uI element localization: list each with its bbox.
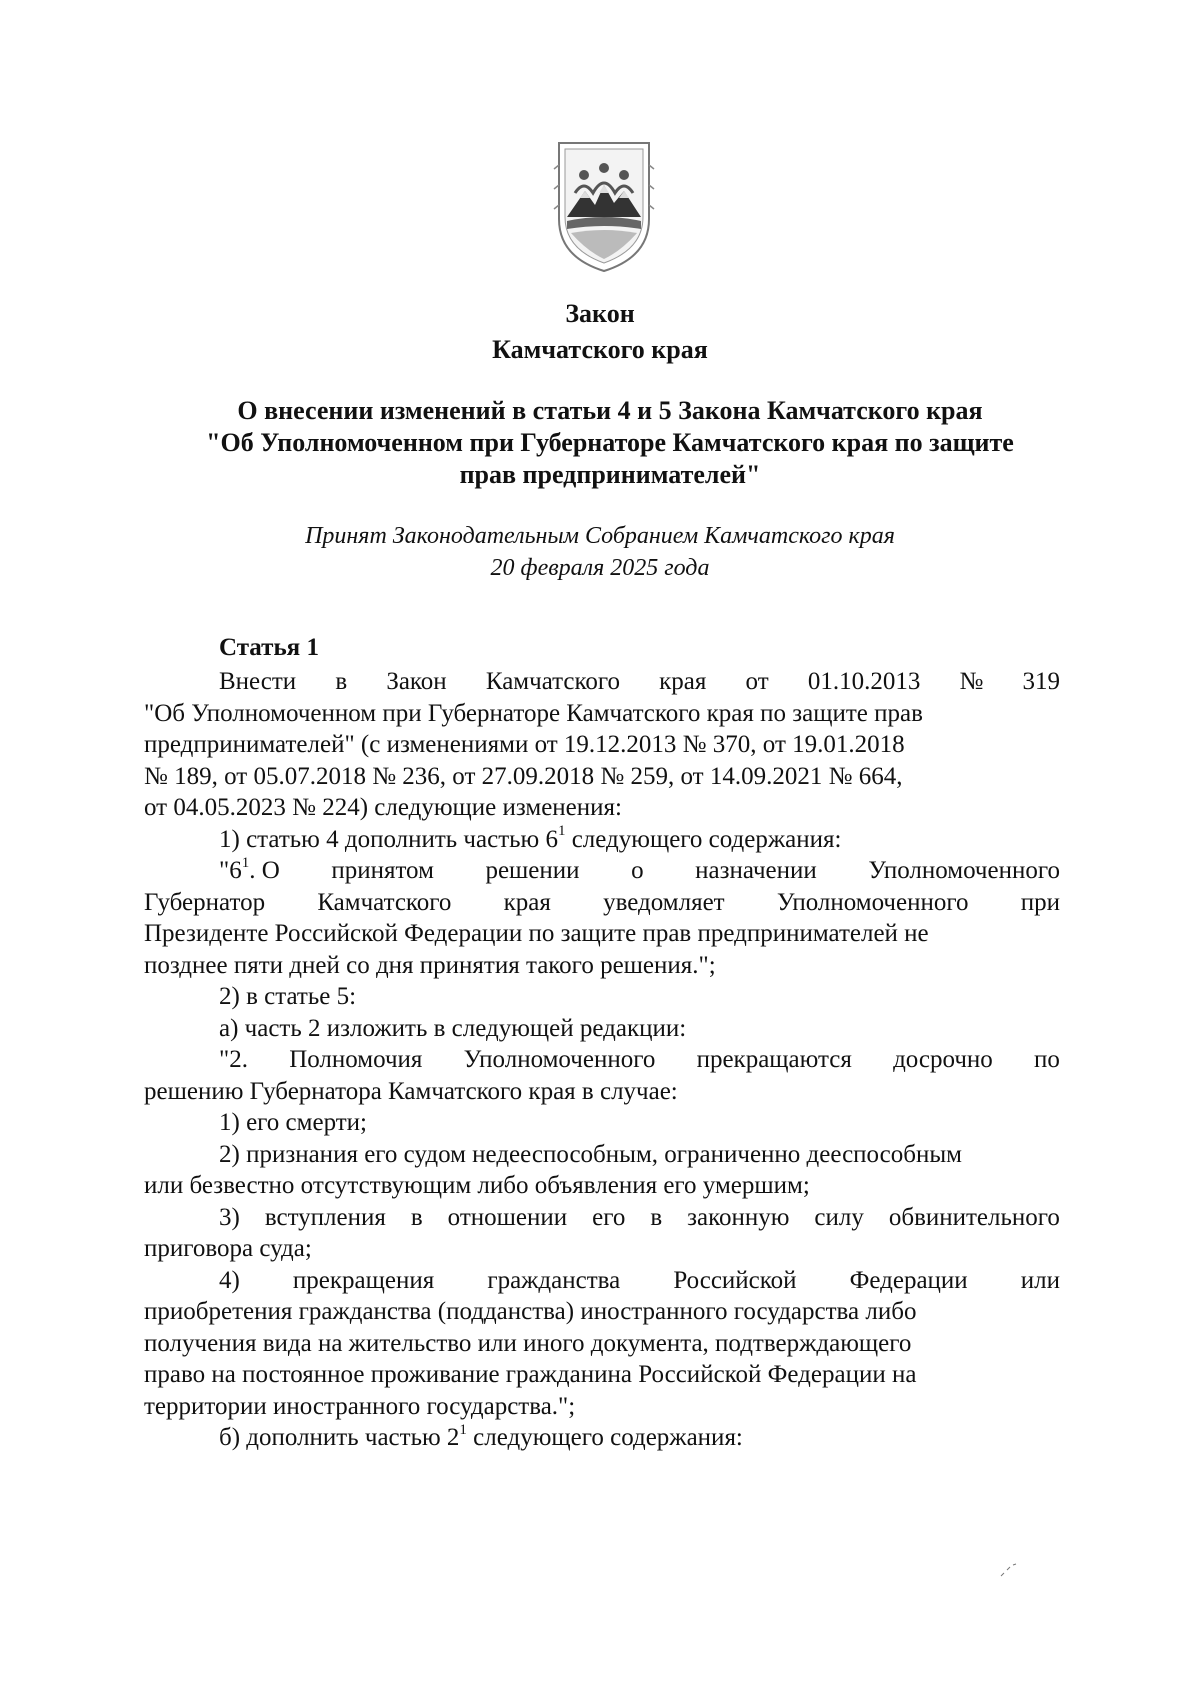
quote-punct: . О [249,857,280,884]
intro-line-2: "Об Уполномоченном при Губернаторе Камчатского края по защите прав [144,699,923,727]
superscript: 1 [557,823,566,840]
word: вступления [264,1203,386,1231]
article-1 [144,632,1060,1454]
intro-line-1 [144,666,1060,698]
quote-line-4: позднее пяти дней со дня принятия такого решения."; [144,951,716,979]
word: края [659,668,707,695]
word: его [592,1203,626,1231]
case-4-line-3: получения вида на жительство или иного документа, подтверждающего [144,1329,912,1357]
word: № [959,668,984,695]
case-2-line-1: 2) признания его судом недееспособным, ограниченно дееспособным [219,1140,962,1168]
item-2a: а) часть 2 изложить в следующей редакции: [219,1014,687,1042]
part-2-line-2: решению Губернатора Камчатского края в случае: [144,1077,678,1105]
item-2: 2) в статье 5: [219,983,357,1010]
item-1-text-end: следующего содержания: [565,825,842,853]
word: Закон [386,668,447,695]
word: 319 [1022,668,1060,695]
word: в [650,1203,663,1231]
word: 4) [219,1266,240,1294]
word: прекращения [292,1266,435,1294]
word: 01.10.2013 [807,668,921,695]
word: Губернатор [144,888,266,916]
subject-line-3: прав предпринимателей" [459,460,761,489]
subject-line-2: "Об Уполномоченном при Губернаторе Камчатского края по защите [206,428,1014,457]
word: гражданства [487,1266,621,1294]
intro-line-3: предпринимателей" (с изменениями от 19.12.2013 № 370, от 19.01.2018 [144,731,905,758]
word: уведомляет [603,888,725,916]
word: при [1020,888,1060,916]
case-3-line-1 [144,1202,1060,1234]
region-title: Камчатского края [492,335,708,364]
case-4-line-2: приобретения гражданства (подданства) иностранного государства либо [144,1298,917,1325]
word: от [745,668,769,695]
adoption-line-1: Принят Законодательным Собранием Камчатского края [305,523,895,549]
adoption-note [0,520,1200,584]
word: Уполномоченного [868,857,1060,884]
item-1-text: 1) статью 4 дополнить частью 6 [219,825,558,853]
adoption-date: 20 февраля 2025 года [490,555,710,581]
word: силу [814,1203,864,1231]
superscript: 1 [241,854,250,871]
word: Камчатского [485,668,620,695]
word: Внести [219,668,297,695]
word: в [335,668,348,695]
document-type-title: Закон [565,299,635,328]
intro-line-5: от 04.05.2023 № 224) следующие изменения: [144,794,622,821]
word: решении [485,857,580,884]
word: отношении [447,1203,568,1231]
word: края [503,888,551,916]
word: о [631,857,644,884]
quote-open: "6 [219,857,242,884]
word: или [1020,1266,1060,1294]
word: законную [687,1203,790,1231]
case-4-line-4: право на постоянное проживание гражданина Российской Федерации на [144,1361,917,1388]
word: Камчатского [317,888,452,916]
word: 3) [219,1203,240,1231]
word: назначении [695,857,817,884]
case-4-line-1 [144,1265,1060,1297]
case-2-line-2: или безвестно отсутствующим либо объявления его умершим; [144,1172,810,1199]
word: по [1034,1046,1060,1073]
word: Федерации [849,1266,968,1294]
article-heading: Статья 1 [219,634,319,661]
word: досрочно [893,1046,993,1073]
item-2b-text-end: следующего содержания: [466,1424,743,1451]
law-subject-heading [160,395,1060,491]
case-1: 1) его смерти; [219,1109,367,1136]
item-2b-text: б) дополнить частью 2 [219,1424,460,1451]
word: прекращаются [696,1046,852,1073]
quote-line-3: Президенте Российской Федерации по защите прав предпринимателей не [144,920,929,947]
subject-line-1: О внесении изменений в статьи 4 и 5 Закона Камчатского края [237,396,983,425]
word: в [410,1203,423,1231]
word: "2. [219,1046,248,1073]
word: Российской [673,1266,797,1294]
word [219,855,280,887]
intro-line-4: № 189, от 05.07.2018 № 236, от 27.09.2018 № 259, от 14.09.2021 № 664, [144,762,903,790]
word: обвинительного [888,1203,1060,1231]
word: принятом [331,857,434,884]
scan-artifact-icon [1000,1563,1018,1577]
word: Полномочия [289,1046,423,1073]
case-4-line-5: территории иностранного государства."; [144,1392,576,1420]
quote-line-1 [144,855,1060,887]
superscript: 1 [459,1421,467,1438]
item-1 [144,824,1060,856]
case-3-line-2: приговора суда; [144,1235,312,1262]
part-2-line-1 [144,1044,1060,1076]
coat-of-arms-icon [551,135,657,275]
quote-line-2 [144,887,1060,919]
word: Уполномоченного [776,888,969,916]
word: Уполномоченного [463,1046,656,1073]
item-2b [144,1422,1060,1454]
